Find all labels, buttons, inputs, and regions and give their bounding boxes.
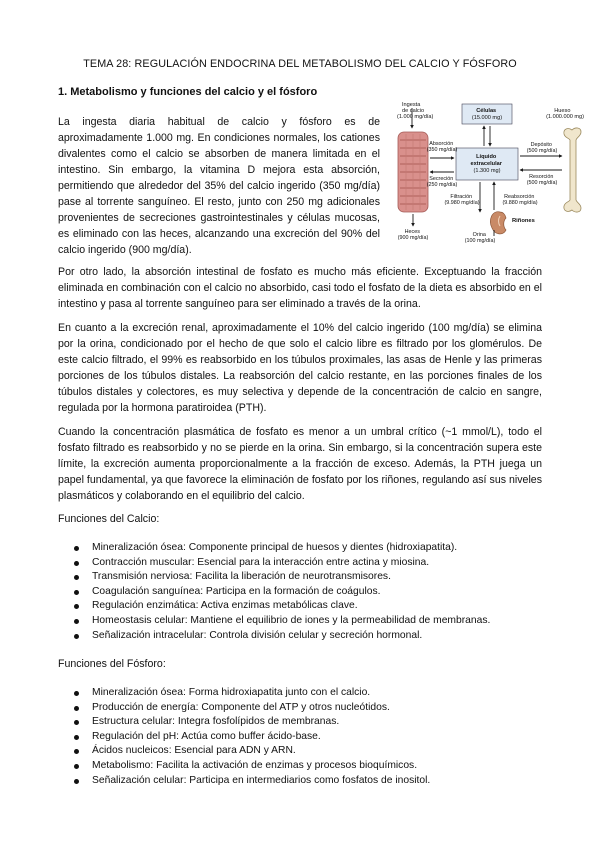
list-item: Producción de energía: Componente del ATP y otros nucleótidos. (58, 701, 558, 716)
intro-paragraph: La ingesta diaria habitual de calcio y fósforo es de aproximadamente 1.000 mg. En condiciones normales, los cationes divalentes como el calcio se absorben de manera limitada en el intestino. Sin embargo, la vitamina D mejora esta absorción, permitiendo que alrededor del 35% del calcio ingerido (350 mg/día) pase al torrente sanguíneo. El resto, junto con 250 mg adicionales provenientes de secreciones gastrointestinales y células mucosas, es eliminado con las heces, alcanzando una excreción del 90% del calcio ingerido (900 mg/día). (58, 116, 380, 256)
deposit-label: Depósito (530, 142, 552, 148)
list-item: Estructura celular: Integra fosfolípidos de membranas. (58, 715, 558, 730)
resorption-label: Resorción (529, 174, 554, 180)
paragraph-phosphate-absorption: Por otro lado, la absorción intestinal de fosfato es mucho más eficiente. Exceptuando la fracción eliminada en combinación con el calcio no absorbido, casi todo el fosfato de la dieta es absorbido en el intestino y pasa al torrente sanguíneo para ser eliminado a través de la orina. (58, 266, 542, 310)
feces-value: (900 mg/día) (397, 235, 429, 241)
list-item: Regulación enzimática: Activa enzimas metabólicas clave. (58, 599, 558, 614)
svg-text:Ingesta de calcio (1.0 (397, 102, 434, 120)
list-item: Metabolismo: Facilita la activación de enzimas y procesos bioquímicos. (58, 759, 558, 774)
ingesta-label: Ingesta (402, 102, 421, 108)
ecf-label-2: extracelular (470, 161, 502, 167)
svg-text:Células (15.000 mg) (472, 108, 502, 121)
bone-label: Hueso (554, 108, 571, 114)
ingesta-value: (1.000 mg/día) (397, 114, 434, 120)
svg-text:Resorción (500 mg/día) (527, 174, 558, 186)
svg-text:Depósito (500 mg/día) (527, 142, 558, 154)
calcium-balance-diagram (396, 100, 588, 248)
bone-value: (1.000.000 mg) (546, 114, 584, 120)
list-item: Coagulación sanguínea: Participa en la formación de coágulos. (58, 585, 558, 600)
secretion-label: Secreción (429, 176, 454, 182)
list-item: Señalización celular: Participa en intermediarios como fosfatos de inositol. (58, 774, 558, 789)
feces-label: Heces (404, 229, 420, 235)
list-item: Señalización intracelular: Controla división celular y secreción hormonal. (58, 629, 558, 644)
cells-label: Células (476, 108, 497, 114)
section-heading: 1. Metabolismo y funciones del calcio y el fósforo (58, 86, 318, 98)
svg-text:Reabsorción (9.880 mg/día) (502, 194, 537, 206)
phosphorus-functions-title: Funciones del Fósforo: (58, 658, 166, 670)
urine-value: (100 mg/día) (464, 238, 496, 244)
intestine-illustration (398, 132, 428, 212)
kidney-illustration (490, 212, 506, 234)
absorption-label: Absorción (429, 141, 454, 147)
deposit-value: (500 mg/día) (526, 148, 558, 154)
svg-text:Absorción (350 mg/día) (427, 141, 458, 153)
reabsorption-value: (9.880 mg/día) (502, 200, 538, 206)
list-item: Regulación del pH: Actúa como buffer ácido-base. (58, 730, 558, 745)
list-item: Transmisión nerviosa: Facilita la liberación de neurotransmisores. (58, 570, 558, 585)
ecf-value: (1.300 mg) (473, 168, 501, 174)
filtration-label: Filtración (450, 194, 473, 200)
ingesta-label-2: de calcio (402, 108, 425, 114)
cells-box (462, 104, 512, 124)
reabsorption-label: Reabsorción (504, 194, 535, 200)
urine-label: Orina (472, 232, 486, 238)
cells-value: (15.000 mg) (471, 115, 503, 121)
filtration-value: (9.980 mg/día) (444, 200, 480, 206)
calcium-functions-list (58, 541, 558, 643)
bone-illustration (564, 128, 581, 212)
absorption-value: (350 mg/día) (426, 147, 458, 153)
list-item: Mineralización ósea: Forma hidroxiapatita junto con el calcio. (58, 686, 558, 701)
ecf-label: Líquido (476, 154, 497, 160)
svg-text:Filtración (9.980 mg/día) (444, 194, 479, 206)
list-item: Mineralización ósea: Componente principal de huesos y dientes (hidroxiapatita). (58, 541, 558, 556)
kidneys-label: Riñones (512, 218, 535, 224)
calcium-functions-title: Funciones del Calcio: (58, 513, 160, 525)
svg-text:Secreción (250 mg/día) (427, 176, 458, 188)
paragraph-renal-excretion: En cuanto a la excreción renal, aproximadamente el 10% del calcio ingerido (100 mg/día) se elimina por la orina, condicionado por el hecho de que solo el calcio libre es filtrado por los glomérulos. De este calcio filtrado, el 99% es reabsorbido en los túbulos proximales, las asas de Henle y las primeras porciones de los túbulos distales. La reabsorción del calcio restante, en las porciones finales de los túbulos distales y colectores, es muy selectiva y depende de la concentración de calcio en sangre, regulada por la hormona paratiroidea (PTH). (58, 322, 542, 414)
svg-text:Orina (100 mg/día) (465, 232, 496, 244)
secretion-value: (250 mg/día) (426, 182, 458, 188)
list-item: Ácidos nucleicos: Esencial para ADN y ARN. (58, 744, 558, 759)
svg-text:Hueso (1.000.000 mg) (546, 108, 584, 120)
list-item: Contracción muscular: Esencial para la interacción entre actina y miosina. (58, 556, 558, 571)
page-title: TEMA 28: REGULACIÓN ENDOCRINA DEL METABOLISMO DEL CALCIO Y FÓSFORO (83, 58, 517, 70)
paragraph-phosphate-threshold: Cuando la concentración plasmática de fosfato es menor a un umbral crítico (~1 mmol/L), todo el fosfato filtrado es reabsorbido y no se pierde en la orina. Sin embargo, si la concentración supera este límite, la excreción aumenta proporcionalmente a la fracción de exceso. Además, la PTH juega un papel fundamental, ya que favorece la eliminación de fosfato por los riñones, regulando así sus niveles plasmáticos y colaborando en el equilibrio del calcio. (58, 426, 542, 502)
resorption-value: (500 mg/día) (526, 180, 558, 186)
list-item: Homeostasis celular: Mantiene el equilibrio de iones y la permeabilidad de membranas. (58, 614, 558, 629)
phosphorus-functions-list (58, 686, 558, 788)
svg-text:Heces (900 mg/día) (398, 229, 429, 241)
